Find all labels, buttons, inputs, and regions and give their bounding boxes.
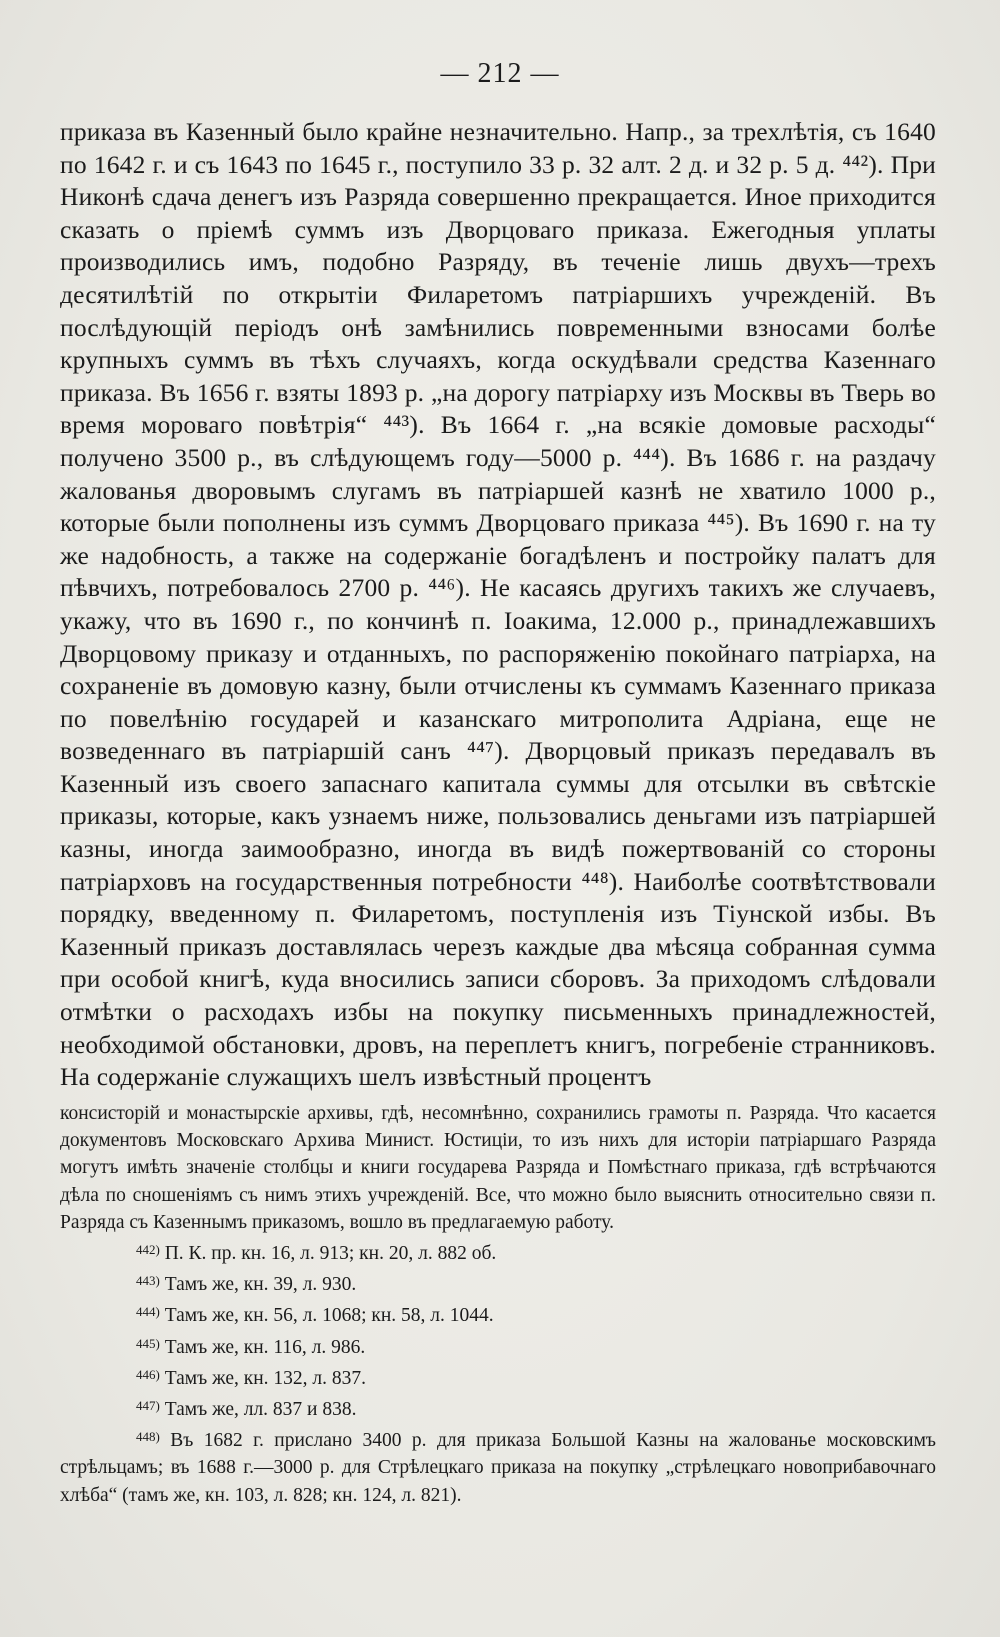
footnote-445: [60, 1330, 936, 1361]
footnote-text: П. К. пр. кн. 16, л. 913; кн. 20, л. 882 об.: [164, 1243, 497, 1265]
footnote-text: Тамъ же, кн. 116, л. 986.: [164, 1336, 366, 1358]
footnote-number: 446): [136, 1366, 160, 1382]
footnote-446: [60, 1361, 936, 1392]
footnote-text: Въ 1682 г. прислано 3400 р. для приказа Большой Казны на жалованье московскимъ стрѣльцамъ; въ 1688 г.—3000 р. для Стрѣлецкаго приказа на покупку „стрѣлецкаго новоприбавочнаго хлѣба“ (тамъ же, кн. 103, л. 828; кн. 124, л. 821).: [60, 1430, 937, 1506]
body-paragraph: приказа въ Казенный было крайне незначительно. Напр., за трехлѣтія, съ 1640 по 1642 г. и съ 1643 по 1645 г., поступило 33 р. 32 алт. 2 д. и 32 р. 5 д. ⁴⁴²). При Никонѣ сдача денегъ изъ Разряда совершенно прекращается. Иное приходится сказать о пріемѣ суммъ изъ Дворцоваго приказа. Ежегодныя уплаты производились имъ, подобно Разряду, въ теченіе лишь двухъ—трехъ десятилѣтій по открытіи Филаретомъ патріаршихъ учрежденій. Въ послѣдующій періодъ онѣ замѣнились повременными взносами болѣе крупныхъ суммъ въ тѣхъ случаяхъ, когда оскудѣвали средства Казеннаго приказа. Въ 1656 г. взяты 1893 р. „на дорогу патріарху изъ Москвы въ Тверь во время мороваго повѣтрія“ ⁴⁴³). Въ 1664 г. „на всякіе домовые расходы“ получено 3500 р., въ слѣдующемъ году—5000 р. ⁴⁴⁴). Въ 1686 г. на раздачу жалованья дворовымъ слугамъ въ патріаршей казнѣ не хватило 1000 р., которые были пополнены изъ суммъ Дворцоваго приказа ⁴⁴⁵). Въ 1690 г. на ту же надобность, а также на содержаніе богадѣленъ и постройку палатъ для пѣвчихъ, потребовалось 2700 р. ⁴⁴⁶). Не касаясь другихъ такихъ же случаевъ, укажу, что въ 1690 г., по кончинѣ п. Іоакима, 12.000 р., принадлежавшихъ Дворцовому приказу и отданныхъ, по распоряженію покойнаго патріарха, на сохраненіе въ домовую казну, были отчислены къ суммамъ Казеннаго приказа по повелѣнію государей и казанскаго митрополита Адріана, еще не возведеннаго въ патріаршій санъ ⁴⁴⁷). Дворцовый приказъ передавалъ въ Казенный изъ своего запаснаго капитала суммы для отсылки въ свѣтскіе приказы, которые, какъ узнаемъ ниже, пользовались деньгами изъ патріаршей казны, иногда заимообразно, иногда въ видѣ пожертвованій со стороны патріарховъ на государственныя потребности ⁴⁴⁸). Наиболѣе соотвѣтствовали порядку, введенному п. Филаретомъ, поступленія изъ Тіунской избы. Въ Казенный приказъ доставлялась черезъ каждые два мѣсяца собранная сумма при особой книгѣ, куда вносились записи сборовъ. За приходомъ слѣдовали отмѣтки о расходахъ избы на покупку письменныхъ принадлежностей, необходимой обстановки, дровъ, на переплетъ книгъ, погребеніе странниковъ. На содержаніе служащихъ шелъ извѣстный процентъ: [60, 117, 936, 1092]
footnote-number: 442): [136, 1242, 160, 1258]
page-number: — 212 —: [440, 58, 560, 89]
footnote-text: Тамъ же, кн. 132, л. 837.: [164, 1367, 366, 1389]
footnote-444: [60, 1298, 936, 1329]
footnote-text: Тамъ же, кн. 56, л. 1068; кн. 58, л. 1044.: [164, 1305, 494, 1327]
footnote-number: 447): [136, 1398, 160, 1414]
footnote-text: Тамъ же, лл. 837 и 838.: [164, 1399, 357, 1421]
footnotes-section: [60, 1100, 936, 1509]
footnote-448: [60, 1423, 936, 1509]
footnote-number: 444): [136, 1304, 160, 1320]
footnote-443: [60, 1267, 936, 1298]
main-text: [60, 116, 936, 1094]
footnote-number: 445): [136, 1335, 160, 1351]
footnote-divider: [60, 1096, 936, 1097]
footnote-number: 448): [136, 1429, 160, 1445]
footnote-447: [60, 1392, 936, 1423]
footnote-list: [60, 1236, 936, 1509]
footnote-number: 443): [136, 1273, 160, 1289]
footnote-442: [60, 1236, 936, 1267]
footnote-continuation: консисторій и монастырскіе архивы, гдѣ, несомнѣнно, сохранились грамоты п. Разряда. Что касается документовъ Московскаго Архива Минист. Юстиціи, то изъ нихъ для исторіи патріаршаго Разряда могутъ имѣть значеніе столбцы и книги государева Разряда и Помѣстнаго приказа, гдѣ встрѣчаются дѣла по сношеніямъ съ нимъ этихъ учрежденій. Все, что можно было выяснить относительно связи п. Разряда съ Казеннымъ приказомъ, вошло въ предлагаемую работу.: [60, 1103, 936, 1233]
footnote-text: Тамъ же, кн. 39, л. 930.: [164, 1274, 357, 1296]
